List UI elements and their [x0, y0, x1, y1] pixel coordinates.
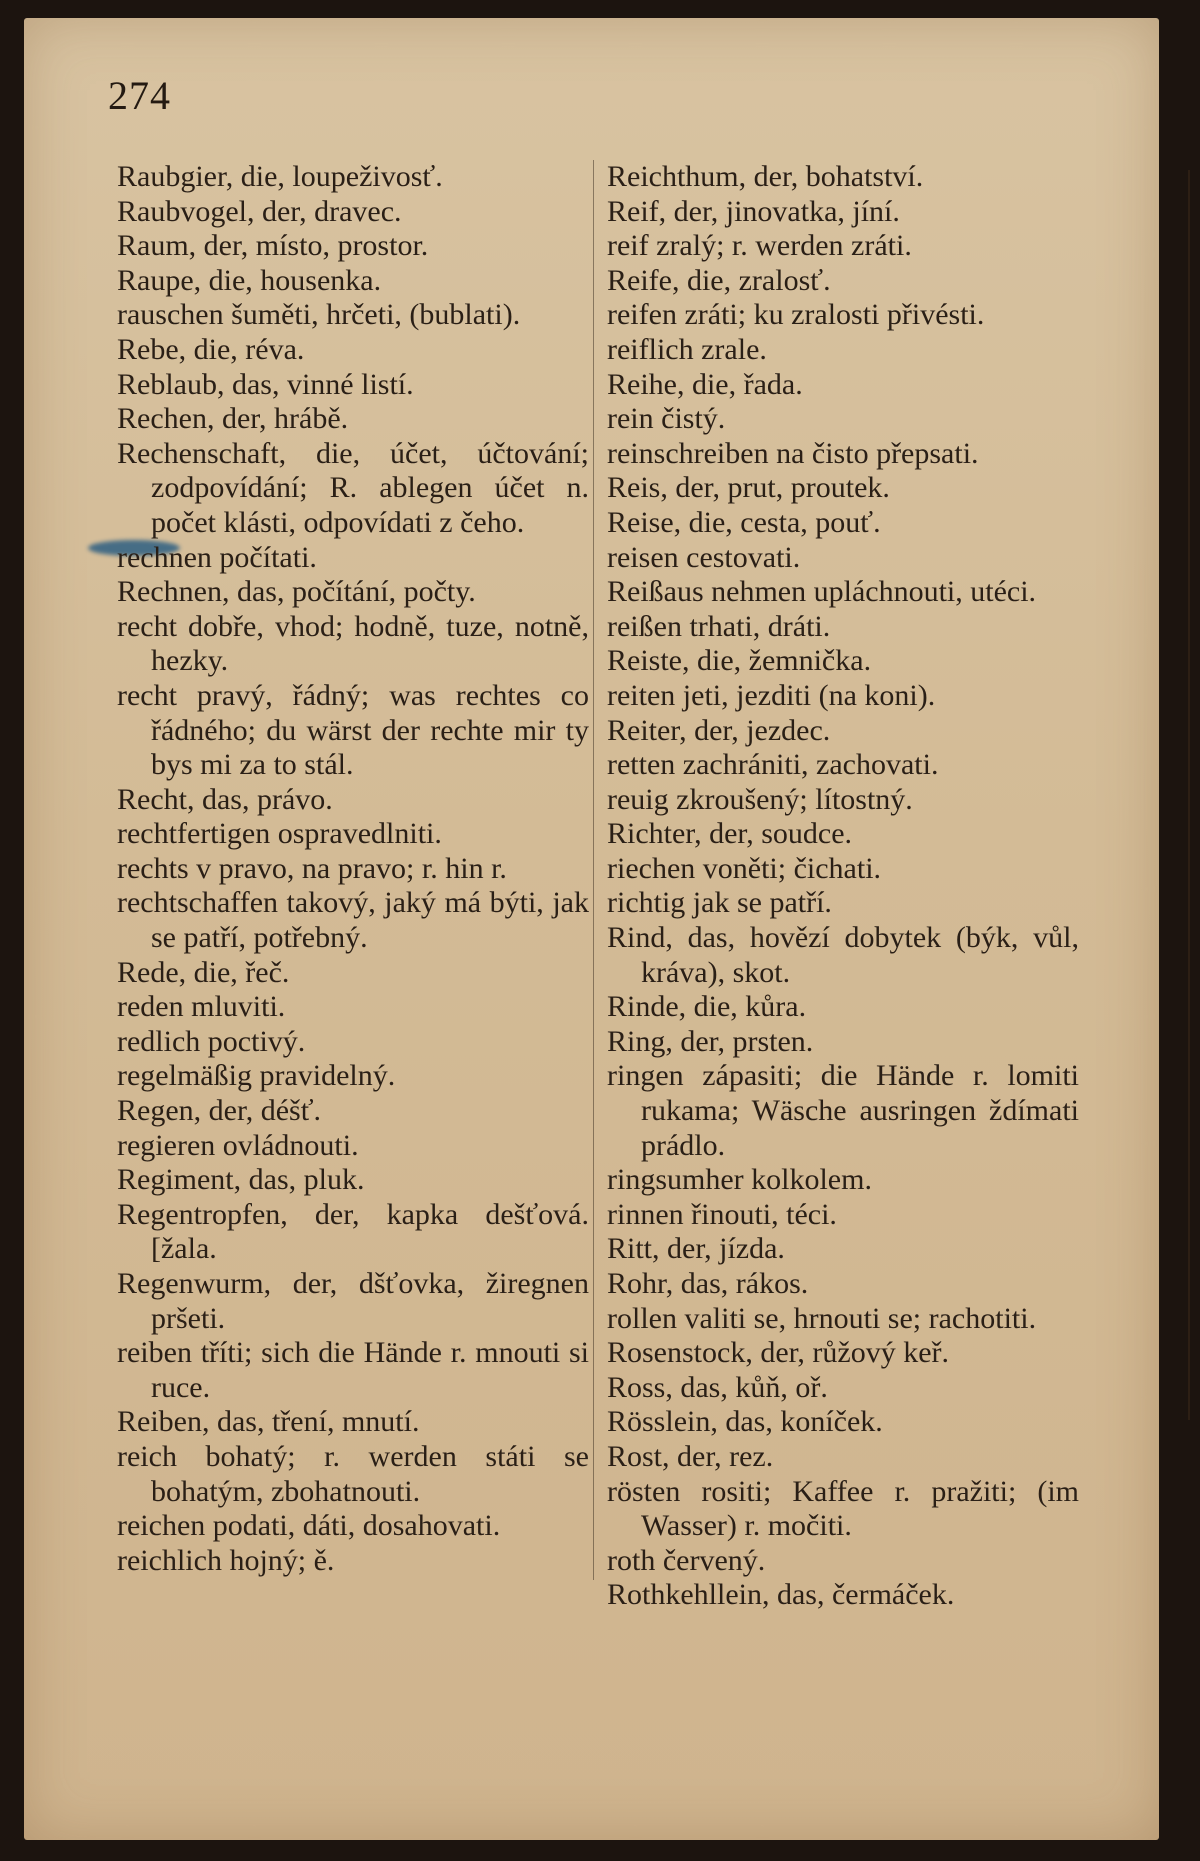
dictionary-entry: reiflich zrale. [607, 332, 767, 366]
dictionary-entry: Ritt, der, jízda. [607, 1232, 785, 1266]
dictionary-entry: recht dobře, vhod; hodně, tuze, notně, hezky. [117, 609, 589, 678]
dictionary-entry: Reiste, die, žemnička. [607, 644, 872, 678]
dictionary-entry: rechtfertigen ospravedlniti. [117, 817, 442, 851]
dictionary-entry: Reichthum, der, bohatství. [607, 160, 924, 193]
dictionary-entry: Reihe, die, řada. [607, 367, 803, 401]
dictionary-entry: Reis, der, prut, proutek. [607, 471, 890, 505]
dictionary-entry: recht pravý, řádný; was rechtes co řádného; du wärst der rechte mir ty bys mi za to stál. [117, 678, 589, 782]
dictionary-entry: reichlich hojný; ě. [117, 1543, 335, 1577]
dictionary-entry: Raubvogel, der, dravec. [117, 194, 402, 228]
dictionary-entry: Reiben, das, tření, mnutí. [117, 1405, 420, 1439]
dictionary-entry: Rinde, die, kůra. [607, 990, 807, 1024]
dictionary-entry: richtig jak se patří. [607, 886, 832, 920]
dictionary-entry: Raupe, die, housenka. [117, 263, 382, 297]
dictionary-entry: reißen trhati, dráti. [607, 609, 831, 643]
dictionary-entry: Rebe, die, réva. [117, 332, 305, 366]
left-column [117, 160, 589, 1578]
dictionary-entry: roth červený. [607, 1543, 766, 1577]
dictionary-entry: Reise, die, cesta, pouť. [607, 505, 881, 539]
dictionary-entry: riechen voněti; čichati. [607, 851, 882, 885]
margin-rule [1188, 170, 1190, 1420]
dictionary-entry: Reif, der, jinovatka, jíní. [607, 194, 900, 228]
dictionary-entry: Rechenschaft, die, účet, účtování; zodpovídání; R. ablegen účet n. počet klásti, odpovídati z čeho. [117, 436, 589, 539]
dictionary-entry: rösten rositi; Kaffee r. pražiti; (im Wasser) r. močiti. [607, 1474, 1079, 1543]
dictionary-entry: rechtschaffen takový, jaký má býti, jak se patří, potřebný. [117, 886, 589, 955]
dictionary-entry: rechts v pravo, na pravo; r. hin r. [117, 851, 507, 885]
dictionary-entry: reiten jeti, jezditi (na koni). [607, 678, 936, 712]
dictionary-entry: Ross, das, kůň, oř. [607, 1370, 828, 1404]
dictionary-entry: rinnen řinouti, téci. [607, 1197, 837, 1231]
dictionary-entry: regelmäßig pravidelný. [117, 1059, 396, 1093]
dictionary-entry: Regentropfen, der, kapka dešťová. [žala. [117, 1197, 589, 1266]
dictionary-entry: Reblaub, das, vinné listí. [117, 367, 414, 401]
dictionary-entry: reich bohatý; r. werden státi se bohatým, zbohatnouti. [117, 1439, 589, 1508]
page-number: 274 [108, 73, 171, 118]
dictionary-entry: reden mluviti. [117, 990, 286, 1024]
dictionary-entry: Reife, die, zralosť. [607, 263, 831, 297]
dictionary-entry: Rosenstock, der, růžový keř. [607, 1336, 950, 1370]
dictionary-entry: Rost, der, rez. [607, 1439, 774, 1473]
dictionary-entry: Reiter, der, jezdec. [607, 713, 831, 747]
dictionary-entry: redlich poctivý. [117, 1024, 306, 1058]
dictionary-entry: ringen zápasiti; die Hände r. lomiti rukama; Wäsche ausringen ždímati prádlo. [607, 1059, 1079, 1162]
dictionary-entry: reuig zkroušený; lítostný. [607, 782, 913, 816]
dictionary-entry: Regiment, das, pluk. [117, 1163, 365, 1197]
dictionary-entry: Regenwurm, der, dšťovka, žiregnen pršeti. [117, 1267, 589, 1335]
dictionary-entry: Richter, der, soudce. [607, 817, 853, 851]
dictionary-entry: Reißaus nehmen upláchnouti, utéci. [607, 575, 1037, 609]
dictionary-entry: reinschreiben na čisto přepsati. [607, 436, 979, 470]
dictionary-entry: Ring, der, prsten. [607, 1024, 814, 1058]
dictionary-entry: Rede, die, řeč. [117, 955, 290, 989]
dictionary-entry: rechnen počítati. [117, 540, 317, 574]
dictionary-entry: Rind, das, hovězí dobytek (býk, vůl, kráva), skot. [607, 921, 1079, 989]
dictionary-entry: rauschen šuměti, hrčeti, (bublati). [117, 298, 521, 332]
dictionary-entry: Rösslein, das, koníček. [607, 1405, 883, 1439]
dictionary-entry: Recht, das, právo. [117, 782, 333, 816]
dictionary-entry: retten zachrániti, zachovati. [607, 748, 939, 782]
dictionary-entry: Raum, der, místo, prostor. [117, 229, 429, 263]
right-column [607, 160, 1079, 1613]
dictionary-entry: reisen cestovati. [607, 540, 801, 574]
dictionary-entry: reichen podati, dáti, dosahovati. [117, 1509, 501, 1543]
column-divider [593, 160, 594, 1580]
dictionary-entry: reifen zráti; ku zralosti přivésti. [607, 298, 985, 332]
dictionary-entry: regieren ovládnouti. [117, 1128, 359, 1162]
dictionary-entry: Raubgier, die, loupeživosť. [117, 160, 443, 193]
dictionary-entry: Rechnen, das, počítání, počty. [117, 575, 476, 609]
dictionary-entry: rein čistý. [607, 402, 726, 436]
dictionary-entry: ringsumher kolkolem. [607, 1163, 872, 1197]
dictionary-entry: Rechen, der, hrábě. [117, 402, 349, 436]
dictionary-entry: rollen valiti se, hrnouti se; rachotiti. [607, 1301, 1037, 1335]
dictionary-entry: reiben tříti; sich die Hände r. mnouti si ruce. [117, 1336, 589, 1404]
dictionary-entry: Regen, der, déšť. [117, 1094, 322, 1128]
dictionary-entry: Rohr, das, rákos. [607, 1267, 809, 1300]
dictionary-entry: reif zralý; r. werden zráti. [607, 229, 912, 263]
dictionary-entry: Rothkehllein, das, čermáček. [607, 1578, 955, 1612]
